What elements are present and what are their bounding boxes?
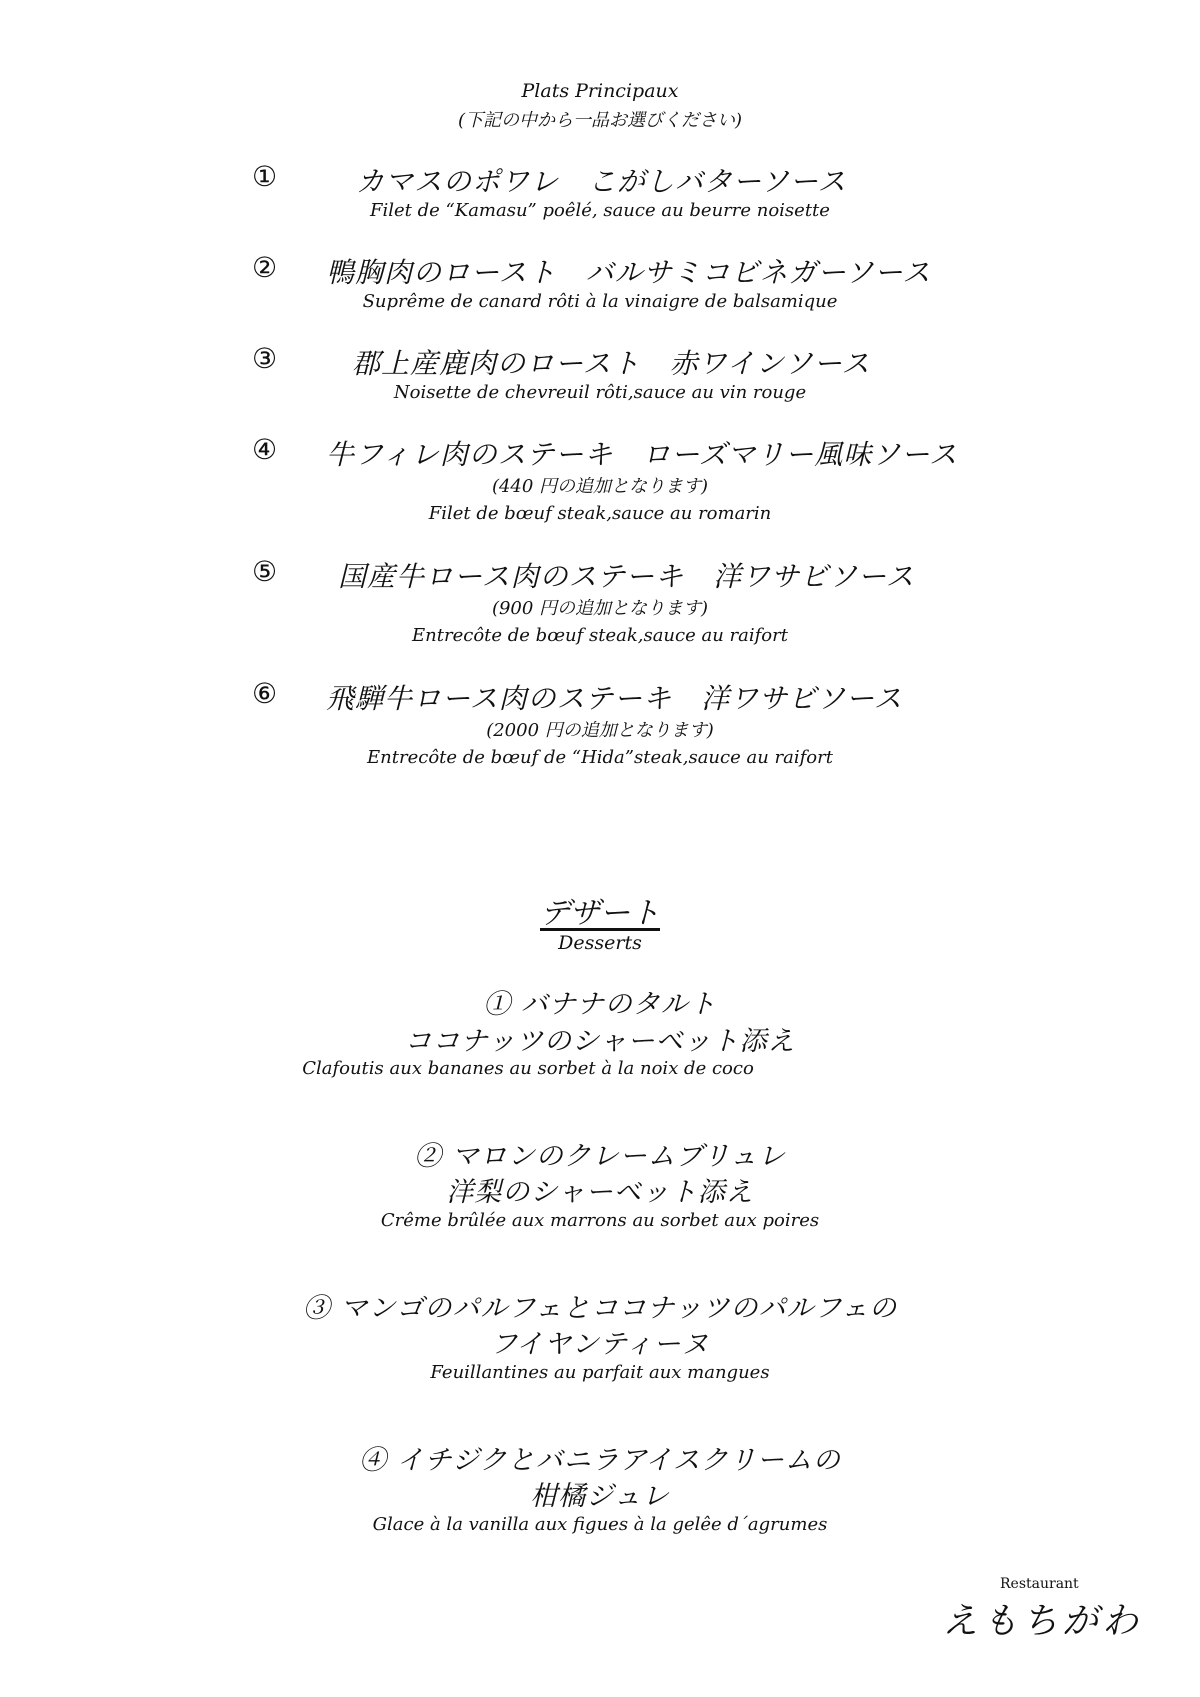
item-surcharge: (2000 円の追加となります) xyxy=(486,720,714,741)
item-name-fr: Filet de “Kamasu” poêlé, sauce au beurre noisette xyxy=(370,200,830,221)
item-number: ⑥ xyxy=(252,677,278,710)
item-number: ① xyxy=(252,160,278,193)
item-number: ③ xyxy=(252,342,278,375)
restaurant-logo-script: えもちがわ xyxy=(942,1601,1143,1642)
dessert-1-line2: ココナッツのシャーベット添え xyxy=(404,1026,796,1057)
item-name-jp: 牛フィレ肉のステーキ ローズマリー風味ソース xyxy=(326,438,958,471)
item-name-jp: 飛騨牛ロース肉のステーキ 洋ワサビソース xyxy=(326,682,903,715)
dessert-4-line1: ④ イチジクとバニラアイスクリームの xyxy=(359,1445,841,1476)
item-name-jp: 鴨胸肉のロースト バルサミコビネガーソース xyxy=(326,256,932,289)
item-number: ⑤ xyxy=(252,555,278,588)
desserts-title-fr: Desserts xyxy=(558,932,642,954)
item-surcharge: (900 円の追加となります) xyxy=(491,598,709,619)
item-name-jp: 国産牛ロース肉のステーキ 洋ワサビソース xyxy=(338,560,915,593)
main-item-5 xyxy=(0,555,1200,595)
dessert-2-line1: ② マロンのクレームブリュレ xyxy=(414,1141,786,1172)
main-item-2 xyxy=(0,251,1200,291)
dessert-3-fr: Feuillantines au parfait aux mangues xyxy=(430,1362,770,1383)
item-number: ④ xyxy=(252,433,278,466)
main-item-3 xyxy=(0,342,1200,382)
dessert-4-fr: Glace à la vanilla aux figues à la gelêe d´agrumes xyxy=(372,1514,828,1535)
plats-note: (下記の中から一品お選びください) xyxy=(457,110,743,131)
item-name-jp: 郡上産鹿肉のロースト 赤ワインソース xyxy=(352,347,871,380)
dessert-3-line2: フイヤンティーヌ xyxy=(490,1329,710,1360)
item-name-fr: Noisette de chevreuil rôti,sauce au vin rouge xyxy=(393,382,807,403)
main-item-1 xyxy=(0,160,1200,200)
item-name-fr: Entrecôte de bœuf steak,sauce au raifort xyxy=(412,625,788,646)
main-item-6 xyxy=(0,677,1200,717)
plats-title: Plats Principaux xyxy=(521,80,679,102)
item-surcharge: (440 円の追加となります) xyxy=(491,476,709,497)
item-name-fr: Entrecôte de bœuf de “Hida”steak,sauce au raifort xyxy=(367,747,833,768)
item-number: ② xyxy=(252,251,278,284)
dessert-3-line1: ③ マンゴのパルフェとココナッツのパルフェの xyxy=(302,1293,898,1324)
dessert-1-line1: ① バナナのタルト xyxy=(483,989,717,1020)
desserts-title-jp: デザート xyxy=(540,896,660,931)
dessert-2-line2: 洋梨のシャーベット添え xyxy=(446,1177,754,1208)
item-name-jp: カマスのポワレ こがしバターソース xyxy=(356,165,847,198)
dessert-1-fr: Clafoutis aux bananes au sorbet à la noix de coco xyxy=(302,1058,754,1079)
item-name-fr: Filet de bœuf steak,sauce au romarin xyxy=(428,503,772,524)
main-item-4 xyxy=(0,433,1200,473)
dessert-2-fr: Crême brûlée aux marrons au sorbet aux poires xyxy=(380,1210,820,1231)
dessert-4-line2: 柑橘ジュレ xyxy=(530,1481,670,1512)
item-name-fr: Suprême de canard rôti à la vinaigre de balsamique xyxy=(362,291,838,312)
restaurant-logo-label: Restaurant xyxy=(1000,1576,1079,1592)
